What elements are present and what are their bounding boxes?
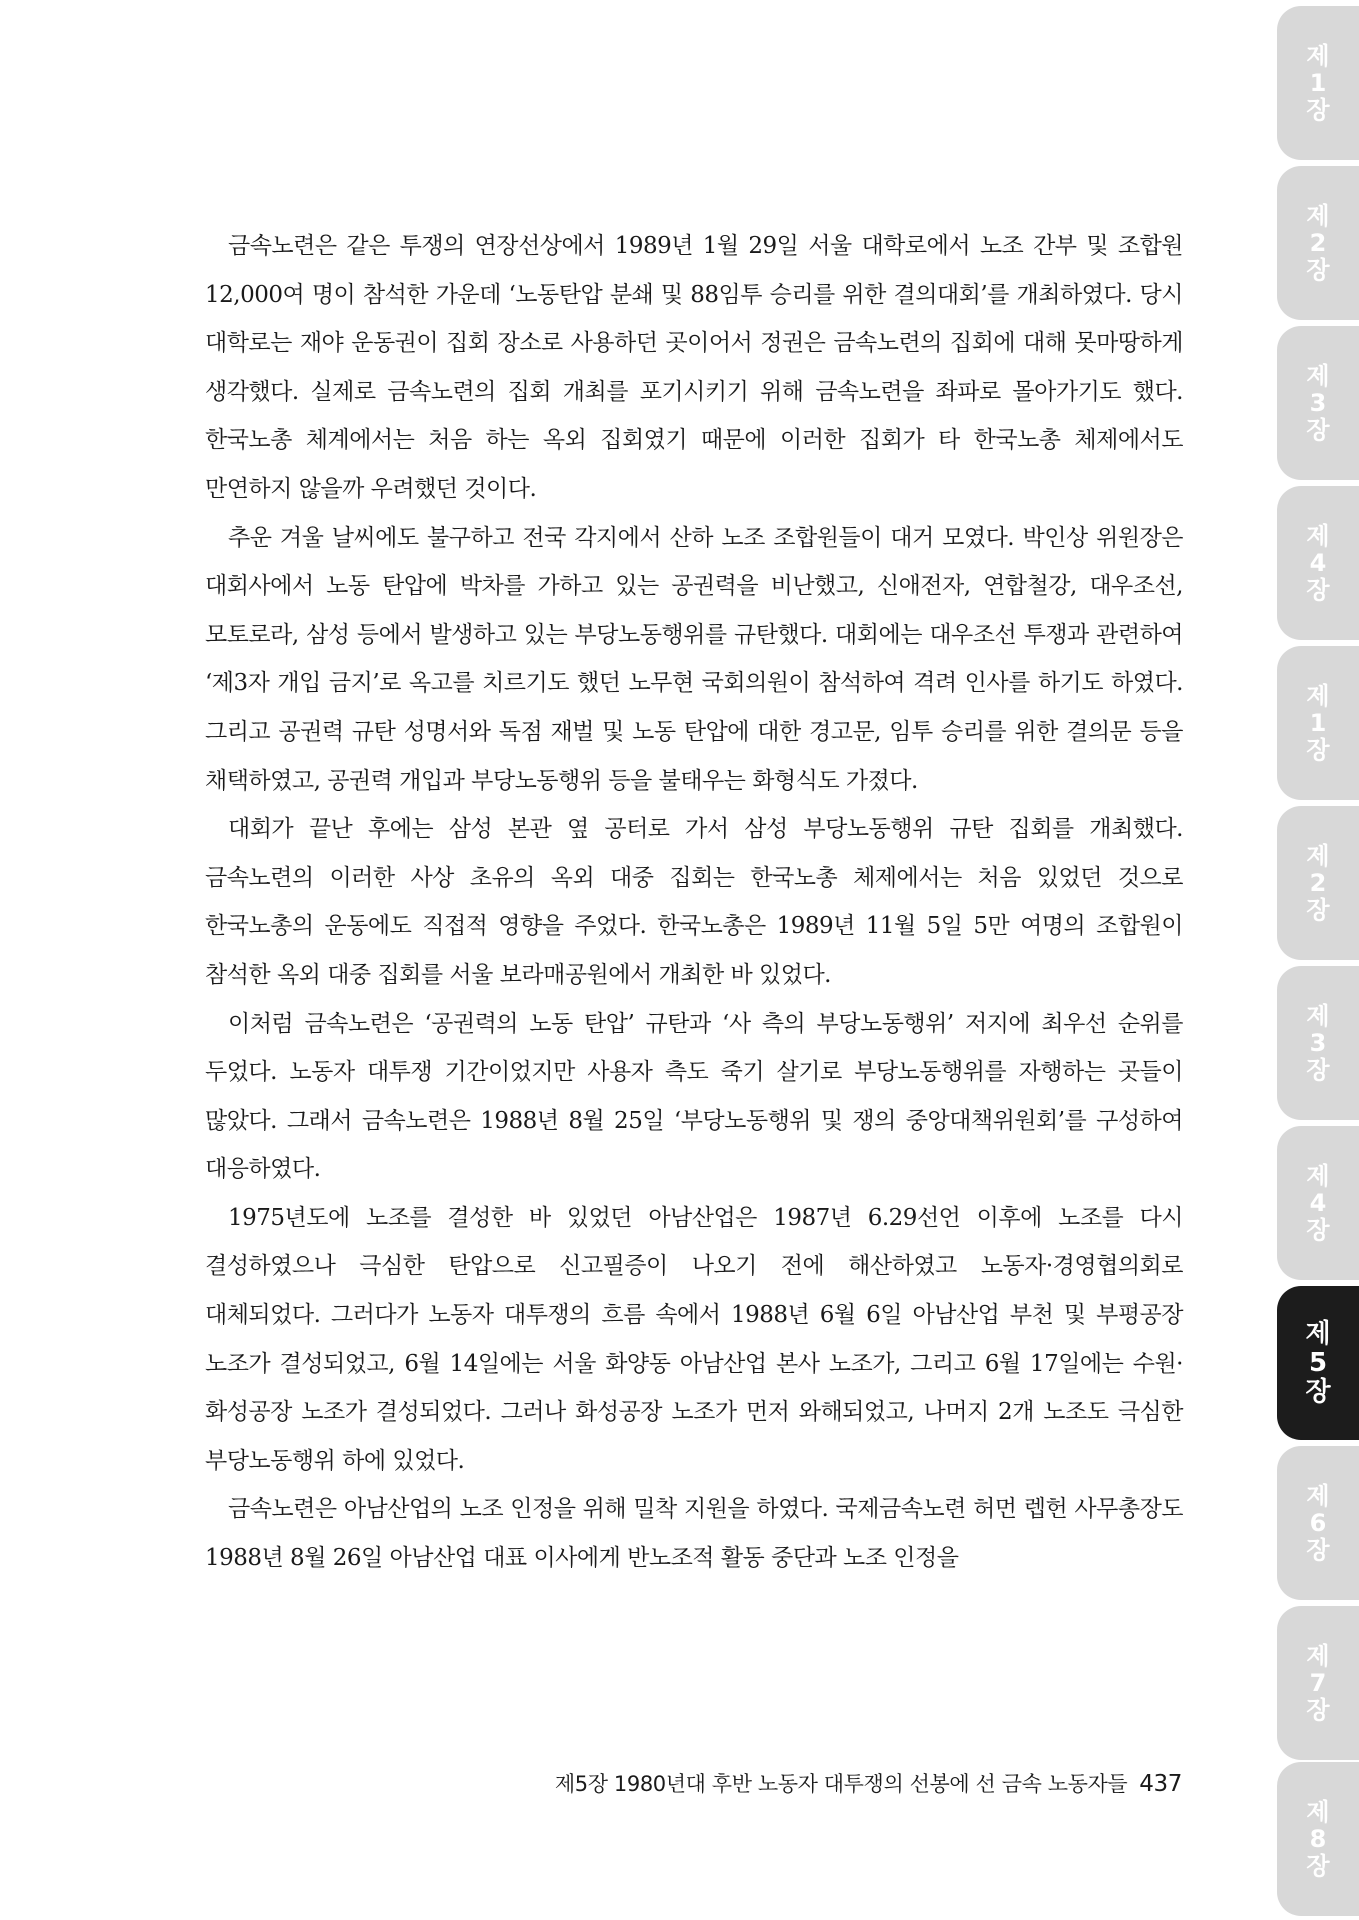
paragraph: 추운 겨울 날씨에도 불구하고 전국 각지에서 산하 노조 조합원들이 대거 모였다. 박인상 위원장은 대회사에서 노동 탄압에 박차를 가하고 있는 공권력을 비난했고, 신애전자, 연합철강, 대우조선, 모토로라, 삼성 등에서 발생하고 있는 부당노동행위를 규탄했다. 대회에는 대우조선 투쟁과 관련하여 ‘제3자 개입 금지’로 옥고를 치르기도 했던 노무현 국회의원이 참석하여 격려 인사를 하기도 하였다. 그리고 공권력 규탄 성명서와 독점 재벌 및 노동 탄압에 대한 경고문, 임투 승리를 위한 결의문 등을 채택하였고, 공권력 개입과 부당노동행위 등을 불태우는 화형식도 가졌다. (205, 524, 1183, 794)
chapter-tab-index (1277, 0, 1359, 1920)
chapter-tab-suffix: 장 (1306, 1055, 1330, 1084)
chapter-tab-prefix: 제 (1306, 201, 1330, 230)
paragraph: 1975년도에 노조를 결성한 바 있었던 아남산업은 1987년 6.29선언 이후에 노조를 다시 결성하였으나 극심한 탄압으로 신고필증이 나오기 전에 해산하였고 노동자·경영협의회로 대체되었다. 그러다가 노동자 대투쟁의 흐름 속에서 1988년 6월 6일 아남산업 부천 및 부평공장 노조가 결성되었고, 6월 14일에는 서울 화양동 아남산업 본사 노조가, 그리고 6월 17일에는 수원·화성공장 노조가 결성되었다. 그러나 화성공장 노조가 먼저 와해되었고, 나머지 2개 노조도 극심한 부당노동행위 하에 있었다. (205, 1204, 1183, 1474)
chapter-tab-prefix: 제 (1306, 1641, 1330, 1670)
paragraph: 대회가 끝난 후에는 삼성 본관 옆 공터로 가서 삼성 부당노동행위 규탄 집회를 개최했다. 금속노련의 이러한 사상 초유의 옥외 대중 집회는 한국노총 체제에서는 처음 있었던 것으로 한국노총의 운동에도 직접적 영향을 주었다. 한국노총은 1989년 11월 5일 5만 여명의 조합원이 참석한 옥외 대중 집회를 서울 보라매공원에서 개최한 바 있었다. (205, 816, 1183, 988)
chapter-tab[interactable] (1277, 1446, 1359, 1600)
chapter-tab-number: 2 (1309, 868, 1327, 897)
chapter-tab-active[interactable] (1277, 1286, 1359, 1440)
chapter-tab-suffix: 장 (1305, 1376, 1331, 1407)
chapter-tab-number: 5 (1308, 1347, 1328, 1378)
chapter-tab-suffix: 장 (1306, 1535, 1330, 1564)
chapter-tab-number: 1 (1309, 68, 1327, 97)
running-title: 제5장 1980년대 후반 노동자 대투쟁의 선봉에 선 금속 노동자들 (554, 1772, 1128, 1796)
chapter-tab-prefix: 제 (1306, 41, 1330, 70)
chapter-tab[interactable] (1277, 1762, 1359, 1916)
chapter-tab-prefix: 제 (1306, 681, 1330, 710)
chapter-tab[interactable] (1277, 486, 1359, 640)
chapter-tab-number: 3 (1309, 388, 1327, 417)
chapter-tab-number: 4 (1309, 548, 1327, 577)
chapter-tab-number: 7 (1309, 1668, 1327, 1697)
chapter-tab-prefix: 제 (1306, 1481, 1330, 1510)
chapter-tab[interactable] (1277, 966, 1359, 1120)
chapter-tab-suffix: 장 (1306, 1695, 1330, 1724)
chapter-tab-suffix: 장 (1306, 575, 1330, 604)
chapter-tab-prefix: 제 (1306, 521, 1330, 550)
chapter-tab-prefix: 제 (1306, 1161, 1330, 1190)
chapter-tab-number: 3 (1309, 1028, 1327, 1057)
chapter-tab[interactable] (1277, 6, 1359, 160)
chapter-tab-suffix: 장 (1306, 415, 1330, 444)
chapter-tab-prefix: 제 (1306, 361, 1330, 390)
chapter-tab-suffix: 장 (1306, 735, 1330, 764)
chapter-tab-prefix: 제 (1305, 1318, 1331, 1349)
chapter-tab-suffix: 장 (1306, 255, 1330, 284)
chapter-tab-number: 2 (1309, 228, 1327, 257)
chapter-tab[interactable] (1277, 646, 1359, 800)
chapter-tab-suffix: 장 (1306, 895, 1330, 924)
body-text (205, 222, 1183, 1583)
chapter-tab-prefix: 제 (1306, 841, 1330, 870)
paragraph: 금속노련은 아남산업의 노조 인정을 위해 밀착 지원을 하였다. 국제금속노련 허먼 렙헌 사무총장도 1988년 8월 26일 아남산업 대표 이사에게 반노조적 활동 중단과 노조 인정을 (205, 1496, 1183, 1572)
page-footer (470, 1768, 1182, 1798)
chapter-tab[interactable] (1277, 166, 1359, 320)
chapter-tab-number: 4 (1309, 1188, 1327, 1217)
paragraph: 이처럼 금속노련은 ‘공권력의 노동 탄압’ 규탄과 ‘사 측의 부당노동행위’ 저지에 최우선 순위를 두었다. 노동자 대투쟁 기간이었지만 사용자 측도 죽기 살기로 부당노동행위를 자행하는 곳들이 많았다. 그래서 금속노련은 1988년 8월 25일 ‘부당노동행위 및 쟁의 중앙대책위원회’를 구성하여 대응하였다. (205, 1010, 1183, 1183)
page-number: 437 (1139, 1771, 1182, 1797)
chapter-tab-prefix: 제 (1306, 1001, 1330, 1030)
chapter-tab[interactable] (1277, 1126, 1359, 1280)
chapter-tab-prefix: 제 (1306, 1797, 1330, 1826)
chapter-tab-number: 6 (1309, 1508, 1327, 1537)
chapter-tab[interactable] (1277, 806, 1359, 960)
chapter-tab-number: 1 (1309, 708, 1327, 737)
chapter-tab-suffix: 장 (1306, 1851, 1330, 1880)
chapter-tab-suffix: 장 (1306, 1215, 1330, 1244)
chapter-tab-suffix: 장 (1306, 95, 1330, 124)
chapter-tab-number: 8 (1309, 1824, 1327, 1853)
chapter-tab[interactable] (1277, 1606, 1359, 1760)
chapter-tab[interactable] (1277, 326, 1359, 480)
paragraph: 금속노련은 같은 투쟁의 연장선상에서 1989년 1월 29일 서울 대학로에서 노조 간부 및 조합원 12,000여 명이 참석한 가운데 ‘노동탄압 분쇄 및 88임투 승리를 위한 결의대회’를 개최하였다. 당시 대학로는 재야 운동권이 집회 장소로 사용하던 곳이어서 정권은 금속노련의 집회에 대해 못마땅하게 생각했다. 실제로 금속노련의 집회 개최를 포기시키기 위해 금속노련을 좌파로 몰아가기도 했다. 한국노총 체계에서는 처음 하는 옥외 집회였기 때문에 이러한 집회가 타 한국노총 체제에서도 만연하지 않을까 우려했던 것이다. (205, 233, 1183, 502)
